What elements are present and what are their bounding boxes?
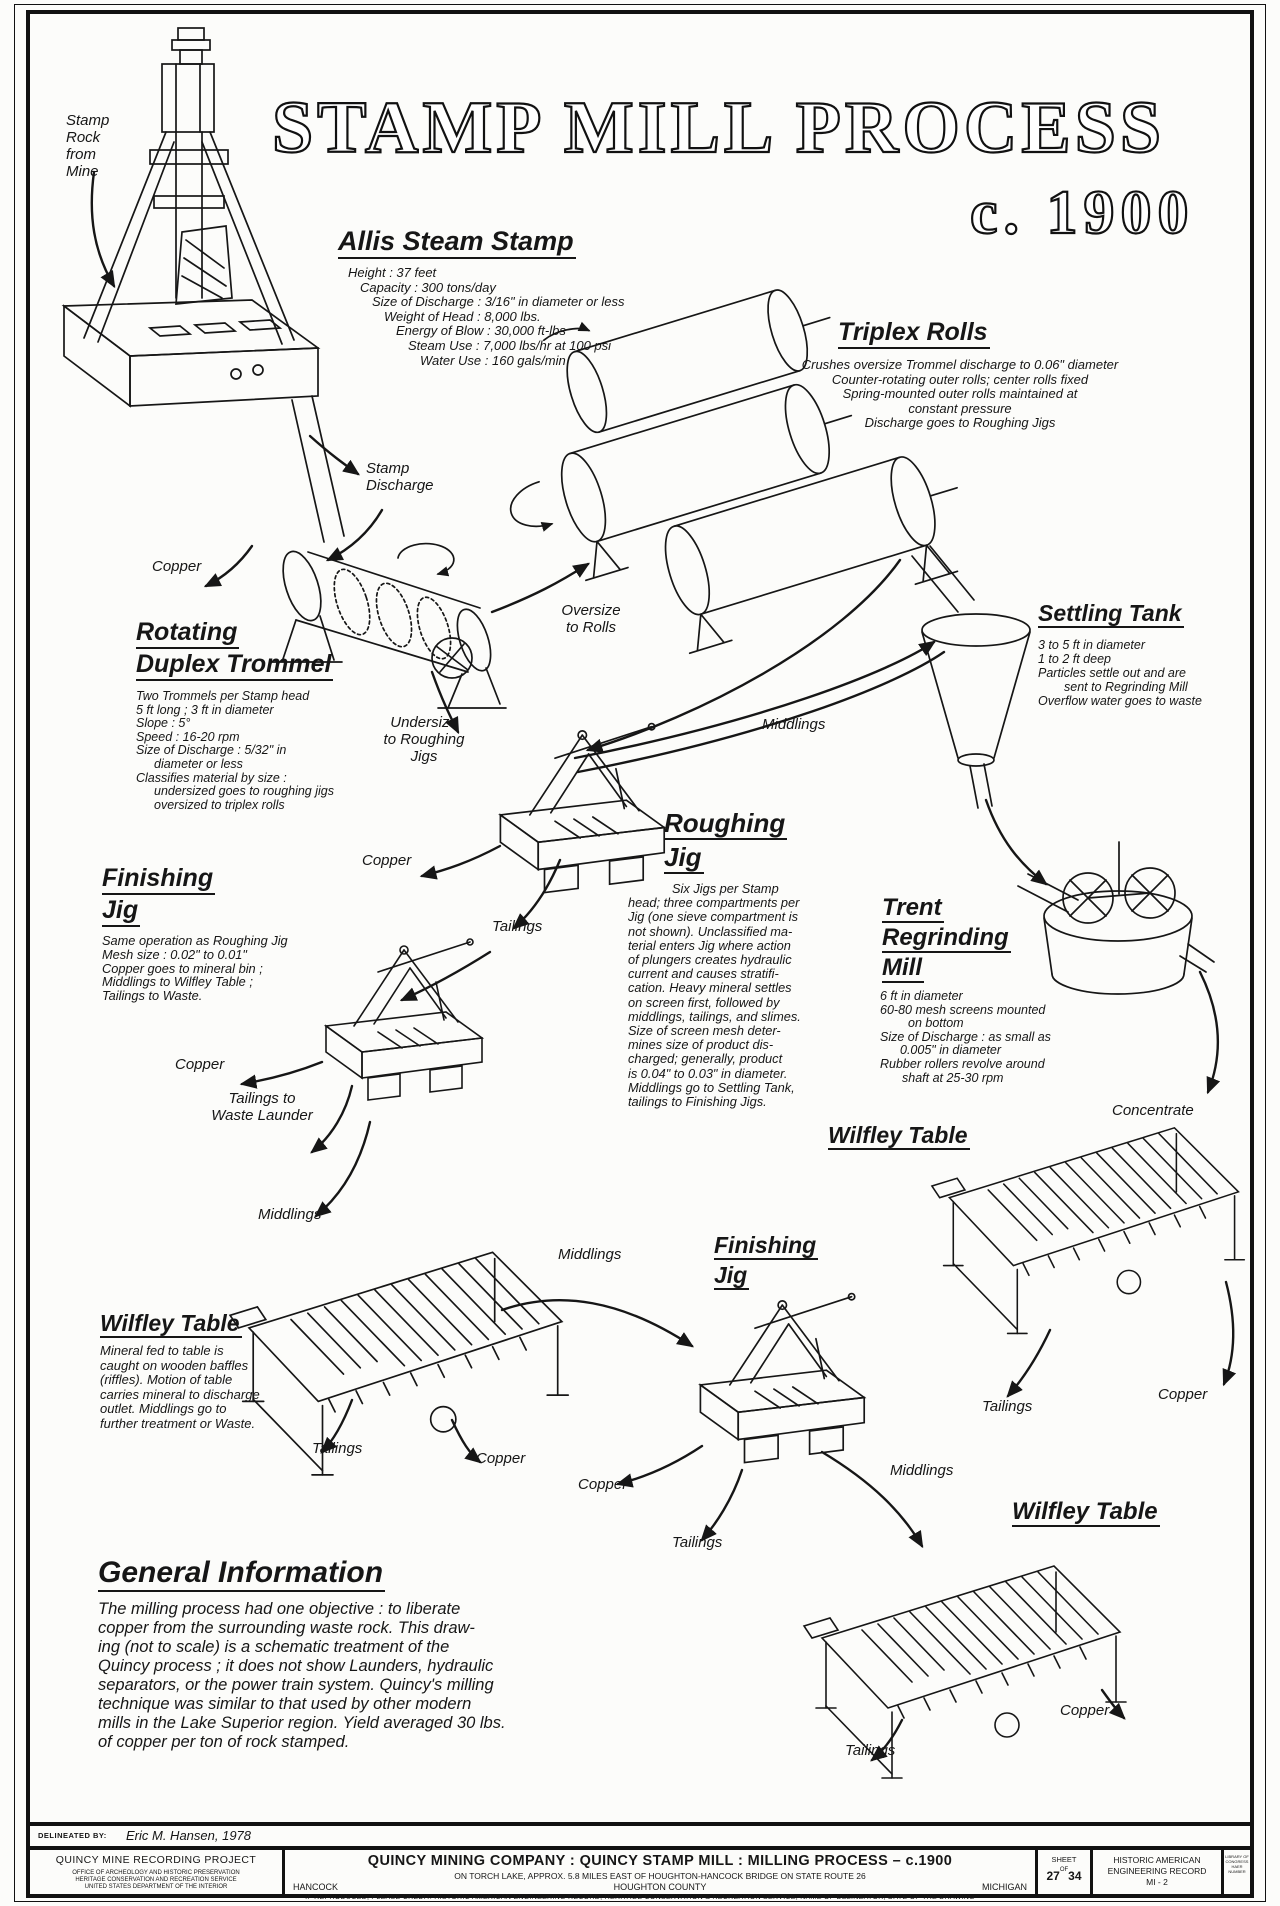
title-block-record-cell [1093,1850,1224,1894]
trommel-heading-line1: Rotating [136,620,239,649]
trent-mill-heading-line1: Trent [882,896,944,923]
allis-steam-stamp-specs: Height : 37 feet Capacity : 300 tons/day Size of Discharge : 3/16" in diameter or less Weight of Head : 8,000 lbs. Energy of Blow : 30,000 ft-lbs Steam Use : 7,000 lbs/hr at 100 psi Water Use : 160 gals/min [348,265,625,368]
label-copper-5: Copper [578,1476,628,1493]
finishing-jig-left-specs: Same operation as Roughing Jig Mesh size : 0.02" to 0.01" Copper goes to mineral bin ; Middlings to Wilfley Table ; Tailings to Waste. [102,933,288,1004]
label-copper-3: Copper [175,1056,225,1073]
sheet-city: HANCOCK [293,1882,339,1892]
finishing-jig-left-heading-line1: Finishing [102,866,215,895]
delineator-strip [26,1826,1254,1846]
sheet-label: SHEET [1051,1855,1077,1864]
title-block-main-cell [285,1850,1038,1894]
general-information-heading: General Information [98,1558,385,1592]
trommel-illustration [272,544,506,708]
label-tailings-1: Tailings [492,918,543,935]
finishing-jig-center-heading-line2: Jig [714,1264,749,1290]
finishing-jig-center-illustration [700,1294,864,1463]
page-title: STAMP MILL PROCESS [272,87,1166,169]
roughing-jig-heading-line1: Roughing [664,808,786,838]
label-concentrate: Concentrate [1112,1102,1194,1119]
title-block-loc-cell [1224,1850,1250,1894]
triplex-rolls-specs: Crushes oversize Trommel discharge to 0.06" diameter Counter-rotating outer rolls; center rolls fixed Spring-mounted outer rolls maintained at constant pressure Discharge goes to Roughing Jigs [801,357,1119,431]
label-tailings-5: Tailings [845,1742,896,1759]
sheet-location: ON TORCH LAKE, APPROX. 5.8 MILES EAST OF HOUGHTON-HANCOCK BRIDGE ON STATE ROUTE 26 [454,1871,866,1881]
general-information-body: The milling process had one objective : to liberate copper from the surrounding waste rock. This draw- ing (not to scale) is a schematic treatment of the Quincy process ; it does not show Launders, hydraulic separators, or the power train system. Quincy's milling technique was similar to that used by other modern mills in the Lake Superior region. Yield averaged 30 lbs. of copper per ton of rock stamped. [98,1600,506,1751]
settling-tank-specs: 3 to 5 ft in diameter 1 to 2 ft deep Particles settle out and are sent to Regrinding Mill Overflow water goes to waste [1038,638,1202,708]
finishing-jig-left-heading-line2: Jig [102,898,140,927]
settling-tank-illustration [912,546,1030,808]
delineated-by-label: DELINEATED BY: [38,1831,107,1840]
title-block [26,1846,1254,1898]
sheet-county: HOUGHTON COUNTY [613,1882,707,1892]
roughing-jig-heading-line2: Jig [664,842,702,872]
label-tailings-3: Tailings [672,1534,723,1551]
allis-steam-stamp-heading: Allis Steam Stamp [338,228,576,259]
label-copper-6: Copper [1158,1386,1208,1403]
wilfley-table-right-heading: Wilfley Table [828,1124,970,1150]
label-copper-1: Copper [152,558,202,575]
title-block-project-cell [30,1850,285,1894]
sheet-state: MICHIGAN [982,1882,1027,1892]
wilfley-table-left-description: Mineral fed to table is caught on wooden baffles (riffles). Motion of table carries mineral to discharge outlet. Middlings go to further treatment or Waste. [100,1343,260,1431]
library-of-congress-lines: LIBRARY OF CONGRESS HAER NUMBER [1225,1854,1249,1874]
label-oversize-to-rolls: Oversize to Rolls [561,602,621,636]
settling-tank-heading: Settling Tank [1038,602,1184,628]
sheet-number: $27^{OF}34$ [1046,1867,1082,1883]
trent-mill-heading-line3: Mill [882,956,924,983]
label-copper-7: Copper [1060,1702,1110,1719]
title-block-sheet-cell [1038,1850,1093,1894]
trent-mill-heading-line2: Regrinding [882,926,1011,953]
record-lines: HISTORIC AMERICAN ENGINEERING RECORD MI - 2 [1107,1855,1207,1887]
trommel-heading-line2: Duplex Trommel [136,652,333,681]
page-subtitle: c. 1900 [970,179,1195,247]
roughing-jig-description: Six Jigs per Stamp head; three compartments per Jig (one sieve compartment is not shown). Unclassified ma- terial enters Jig where action of plungers creates hydraulic current and causes stratifi- cation. Heavy mineral settles on screen first, followed by middlings, tailings, and slimes. Size of screen mesh deter- mines size of product dis- charged; generally, product is 0.04" to 0.03" in diameter. Middlings go to Settling Tank, tailings to Finishing Jigs. [628,881,801,1110]
label-copper-4: Copper [476,1450,526,1467]
sheet-main-title: QUINCY MINING COMPANY : QUINCY STAMP MILL : MILLING PROCESS – c.1900 [367,1853,953,1869]
label-middlings-2: Middlings [258,1206,322,1223]
wilfley-table-bottom-heading: Wilfley Table [1012,1500,1160,1527]
finishing-jig-left-illustration [326,939,482,1100]
label-middlings-3: Middlings [558,1246,622,1263]
label-undersize-to-roughing-jigs: Undersize to Roughing Jigs [383,714,465,765]
label-tailings-to-waste-launder: Tailings to Waste Launder [211,1090,313,1124]
delineator-name: Eric M. Hansen, 1978 [126,1828,252,1843]
wilfley-table-right-illustration [932,1128,1244,1334]
reproduction-credit-line: IF REPRODUCED, PLEASE CREDIT: HISTORIC AMERICAN ENGINEERING RECORD, HERITAGE CONSERVATION & RECREATION SERVICE, NAME OF DELINEATOR, DATE OF THE DRAWING [305,1894,975,1901]
project-name: QUINCY MINE RECORDING PROJECT [55,1854,257,1866]
agency-lines: OFFICE OF ARCHEOLOGY AND HISTORIC PRESERVATION HERITAGE CONSERVATION AND RECREATION SERVICE UNITED STATES DEPARTMENT OF THE INTERIOR [72,1870,240,1890]
roughing-jig-illustration [500,724,664,893]
label-tailings-2: Tailings [312,1440,363,1457]
triplex-rolls-heading: Triplex Rolls [838,320,990,349]
label-tailings-4: Tailings [982,1398,1033,1415]
label-stamp-rock-from-mine: Stamp Rock from Mine [66,112,110,180]
label-middlings-1: Middlings [762,716,826,733]
trommel-specs: Two Trommels per Stamp head 5 ft long ; 3 ft in diameter Slope : 5° Speed : 16-20 rpm Size of Discharge : 5/32" in diameter or less Classifies material by size : undersized goes to roughing jigs oversized to triplex rolls [136,689,334,812]
label-stamp-discharge: Stamp Discharge [366,460,434,494]
label-copper-2: Copper [362,852,412,869]
wilfley-table-left-heading: Wilfley Table [100,1312,242,1338]
label-middlings-4: Middlings [890,1462,954,1479]
finishing-jig-center-heading-line1: Finishing [714,1234,818,1260]
regrinding-mill-illustration [1018,842,1214,994]
trent-mill-specs: 6 ft in diameter 60-80 mesh screens mounted on bottom Size of Discharge : as small as 0.005" in diameter Rubber rollers revolve around shaft at 25-30 rpm [880,989,1051,1085]
wilfley-table-left-illustration [230,1252,568,1475]
